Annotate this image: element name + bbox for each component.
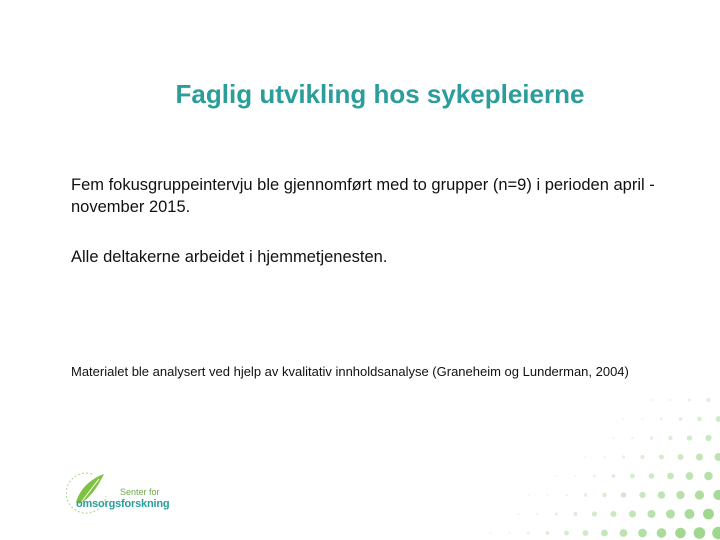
decorative-dot [639, 492, 645, 498]
decorative-dot [695, 490, 704, 499]
decorative-dot [584, 456, 586, 458]
logo [66, 468, 176, 516]
decorative-dot [583, 530, 589, 536]
decorative-dot [668, 436, 672, 440]
decorative-dot [612, 437, 614, 439]
decorative-dot [621, 492, 626, 497]
body-paragraph-3: Materialet ble analysert ved hjelp av kvalitativ innholdsanalyse (Graneheim og Lunderman, 2004) [71, 364, 629, 379]
decorative-dot [666, 510, 675, 519]
decorative-dot [647, 510, 655, 518]
decorative-dot [697, 417, 702, 422]
decorative-dot [545, 531, 549, 535]
decorative-dot [527, 532, 530, 535]
decorative-dot [612, 474, 616, 478]
decorative-dot [696, 454, 703, 461]
decorative-dot [546, 494, 548, 496]
decorative-dot [630, 474, 635, 479]
decorative-dot [660, 418, 663, 421]
decorative-dot [640, 455, 644, 459]
decorative-dot [574, 475, 576, 477]
decorative-dot [573, 512, 577, 516]
decorative-dot [565, 494, 568, 497]
decorative-dot [706, 398, 710, 402]
decorative-dot [703, 509, 714, 520]
decorative-dot [667, 473, 674, 480]
decorative-dot [669, 399, 671, 401]
logo-line-1: Senter for [120, 487, 160, 497]
decorative-dot [712, 527, 720, 540]
decorative-dot [694, 527, 706, 539]
decorative-dot [555, 512, 558, 515]
decorative-dot [679, 417, 683, 421]
decorative-dot [685, 509, 695, 519]
decorative-dot [641, 418, 643, 420]
decorative-dot [489, 532, 491, 534]
decorative-dot [564, 531, 569, 536]
decorative-dot [602, 493, 607, 498]
decorative-dot [716, 416, 720, 422]
decorative-dot [713, 490, 720, 500]
body-paragraph-1: Fem fokusgruppeintervju ble gjennomført med to grupper (n=9) i perioden april -november 2015. [71, 176, 655, 216]
body-paragraph-2: Alle deltakerne arbeidet i hjemmetjenesten. [71, 248, 388, 266]
decorative-dot [508, 532, 510, 534]
decorative-dot [650, 399, 652, 401]
decorative-dot [686, 472, 694, 480]
decorative-dot [584, 493, 588, 497]
decorative-dot [536, 513, 538, 515]
decorative-dot [629, 510, 636, 517]
decorative-dot [650, 436, 653, 439]
decorative-dot [555, 475, 557, 477]
decorative-dot [658, 491, 665, 498]
decorative-dot [631, 437, 634, 440]
decorative-dot [622, 418, 624, 420]
decorative-dot [517, 513, 519, 515]
decorative-dot [704, 472, 713, 481]
slide-title: Faglig utvikling hos sykepleierne [175, 79, 585, 109]
decorative-dot [601, 530, 608, 537]
decorative-dot [603, 456, 605, 458]
logo-line-2: omsorgsforskning [76, 498, 170, 510]
decorative-dot [677, 454, 683, 460]
decorative-dot [610, 511, 616, 517]
decorative-dot [676, 491, 684, 499]
decorative-dot [649, 473, 655, 479]
decorative-dot [638, 529, 647, 538]
decorative-dot [688, 398, 691, 401]
decorative-dot [705, 435, 711, 441]
decorative-dot [622, 455, 625, 458]
decorative-dot [657, 528, 667, 538]
decorative-dot [715, 453, 720, 461]
decorative-dot [527, 494, 529, 496]
decorative-dot [659, 454, 664, 459]
decorative-dot [675, 528, 686, 539]
decorative-dot [620, 529, 628, 537]
decorative-dot [593, 475, 596, 478]
decorative-dot [592, 511, 597, 516]
decorative-dot [687, 435, 692, 440]
